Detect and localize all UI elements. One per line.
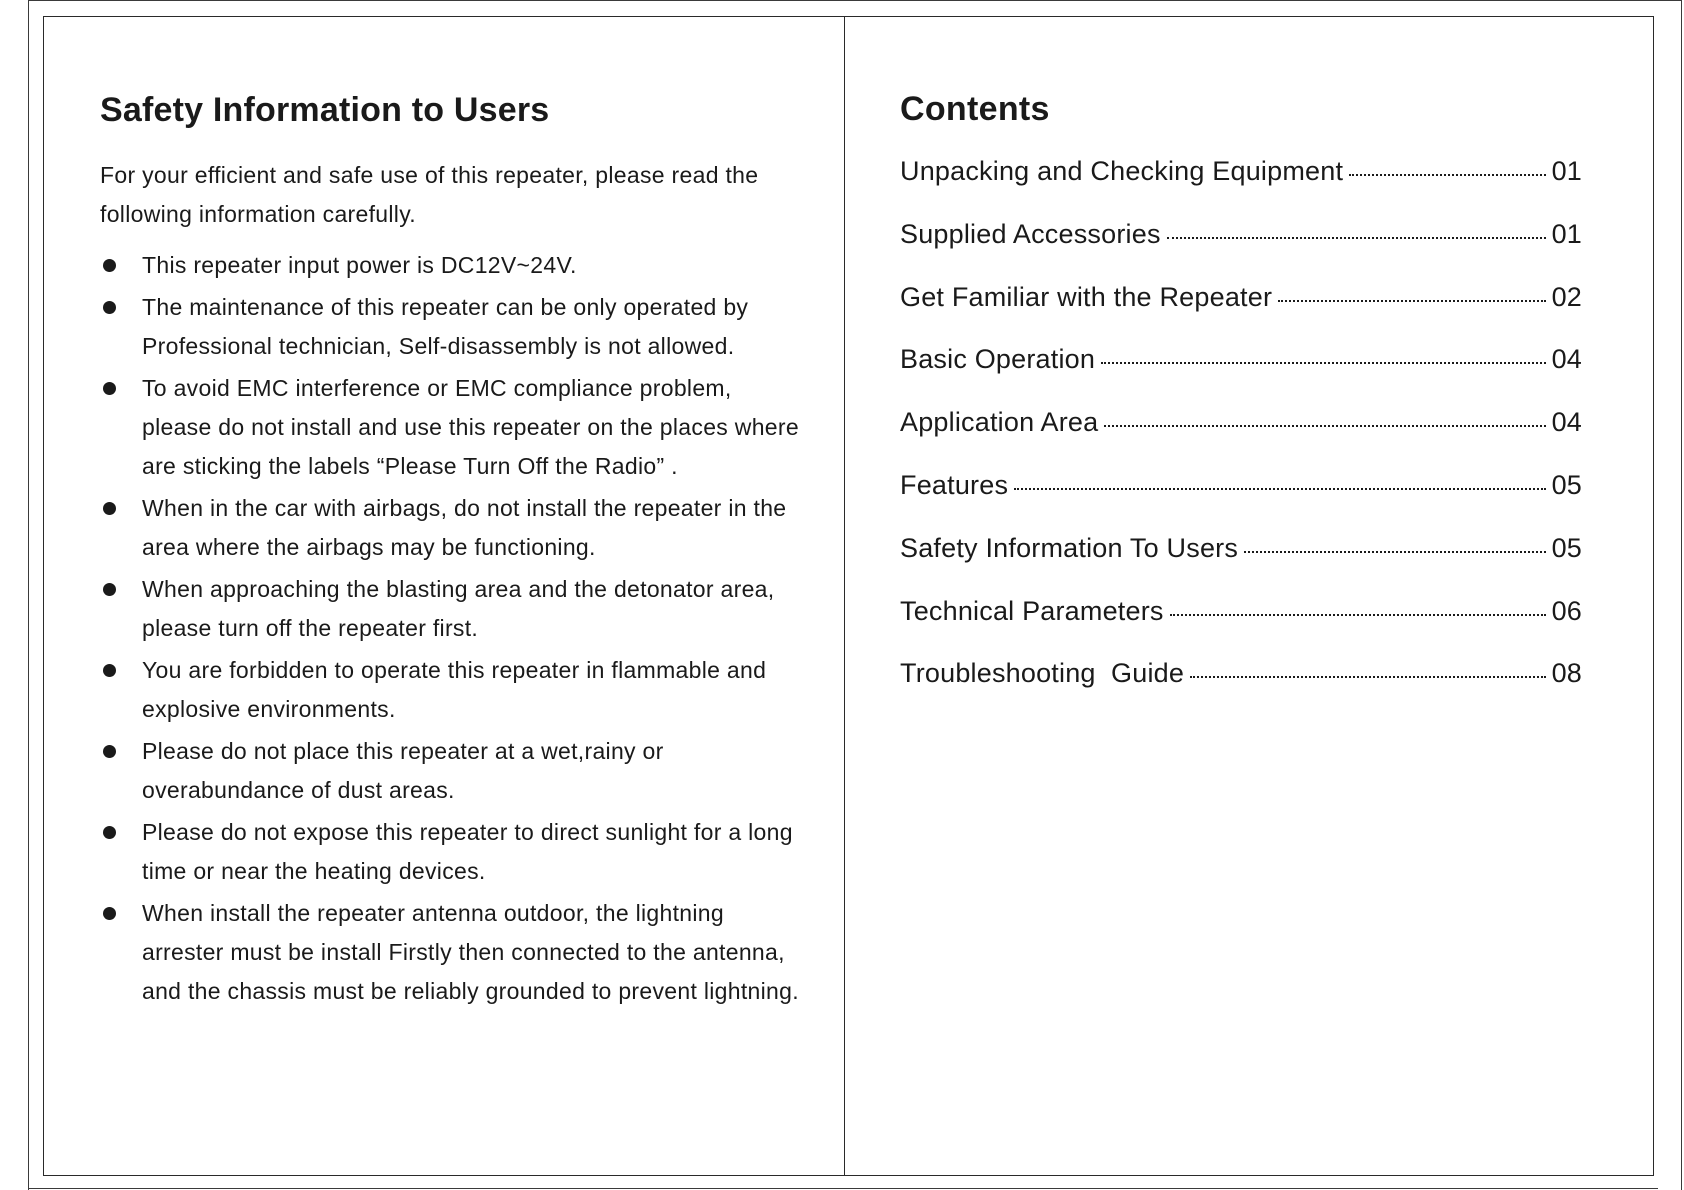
safety-item-text: When approaching the blasting area and the detonator area, please turn off the repeater first. — [142, 576, 775, 641]
toc-entry[interactable] — [900, 533, 1582, 596]
safety-item-text: When in the car with airbags, do not install the repeater in the area where the airbags may be functioning. — [142, 495, 787, 560]
bullet-icon — [103, 826, 116, 839]
safety-item-text: Please do not place this repeater at a wet,rainy or overabundance of dust areas. — [142, 738, 664, 803]
safety-item-text: When install the repeater antenna outdoor, the lightning arrester must be install Firstly then connected to the antenna, and the chassis must be reliably grounded to prevent lightning. — [142, 900, 799, 1004]
safety-item-text: This repeater input power is DC12V~24V. — [142, 252, 577, 278]
toc-entry-label: Safety Information To Users — [900, 532, 1239, 563]
toc-entry-page: 04 — [1551, 344, 1582, 375]
toc-entry-label: Features — [900, 469, 1009, 500]
table-of-contents — [900, 156, 1582, 721]
bullet-icon — [103, 907, 116, 920]
toc-dot-leader — [1167, 237, 1546, 239]
toc-dot-leader — [1170, 614, 1546, 616]
toc-entry-page: 01 — [1551, 218, 1582, 249]
toc-entry-page: 04 — [1551, 407, 1582, 438]
toc-entry[interactable] — [900, 282, 1582, 345]
bullet-icon — [103, 583, 116, 596]
safety-item — [100, 894, 800, 1011]
safety-list — [100, 246, 800, 1011]
bullet-icon — [103, 259, 116, 272]
bullet-icon — [103, 301, 116, 314]
safety-item — [100, 732, 800, 810]
safety-item — [100, 570, 800, 648]
toc-entry-label: Troubleshooting Guide — [900, 658, 1185, 689]
safety-item — [100, 489, 800, 567]
toc-entry-label: Technical Parameters — [900, 595, 1164, 626]
safety-item — [100, 813, 800, 891]
toc-entry-page: 05 — [1551, 532, 1582, 563]
safety-item — [100, 246, 800, 285]
contents-title: Contents — [900, 90, 1050, 128]
toc-entry-page: 08 — [1551, 658, 1582, 689]
safety-intro: For your efficient and safe use of this repeater, please read the following information carefully. — [100, 162, 759, 227]
toc-entry-label: Unpacking and Checking Equipment — [900, 156, 1344, 186]
toc-entry[interactable] — [900, 658, 1582, 721]
toc-entry[interactable] — [900, 344, 1582, 407]
toc-entry-label: Basic Operation — [900, 344, 1096, 375]
safety-item-text: You are forbidden to operate this repeater in flammable and explosive environments. — [142, 657, 767, 722]
safety-item — [100, 369, 800, 486]
toc-dot-leader — [1014, 488, 1545, 490]
bullet-icon — [103, 382, 116, 395]
safety-item-text: Please do not expose this repeater to direct sunlight for a long time or near the heating devices. — [142, 819, 793, 884]
bullet-icon — [103, 502, 116, 515]
toc-entry[interactable] — [900, 156, 1582, 219]
toc-dot-leader — [1104, 425, 1545, 427]
bullet-icon — [103, 664, 116, 677]
toc-dot-leader — [1190, 676, 1545, 678]
page-gutter-divider — [844, 16, 845, 1176]
outer-page-border-bottom — [28, 1188, 1658, 1189]
contents-page — [900, 83, 1582, 721]
toc-entry-page: 05 — [1551, 469, 1582, 500]
toc-dot-leader — [1101, 362, 1545, 364]
safety-item — [100, 651, 800, 729]
toc-entry[interactable] — [900, 470, 1582, 533]
toc-entry-label: Supplied Accessories — [900, 218, 1161, 249]
toc-entry-page: 01 — [1551, 156, 1582, 186]
toc-entry-page: 06 — [1551, 595, 1582, 626]
toc-entry[interactable] — [900, 596, 1582, 659]
toc-entry-label: Application Area — [900, 407, 1099, 438]
safety-item — [100, 288, 800, 366]
toc-entry-label: Get Familiar with the Repeater — [900, 281, 1273, 312]
toc-entry-page: 02 — [1551, 281, 1582, 312]
toc-dot-leader — [1244, 551, 1546, 553]
toc-dot-leader — [1278, 300, 1545, 302]
toc-entry[interactable] — [900, 407, 1582, 470]
safety-title: Safety Information to Users — [100, 91, 550, 129]
safety-information-page — [100, 84, 800, 1014]
safety-item-text: To avoid EMC interference or EMC compliance problem, please do not install and use this repeater on the places where are sticking the labels “Please Turn Off the Radio” . — [142, 375, 799, 479]
toc-entry[interactable] — [900, 219, 1582, 282]
bullet-icon — [103, 745, 116, 758]
safety-item-text: The maintenance of this repeater can be only operated by Professional technician, Self-disassembly is not allowed. — [142, 294, 749, 359]
toc-dot-leader — [1349, 174, 1545, 176]
